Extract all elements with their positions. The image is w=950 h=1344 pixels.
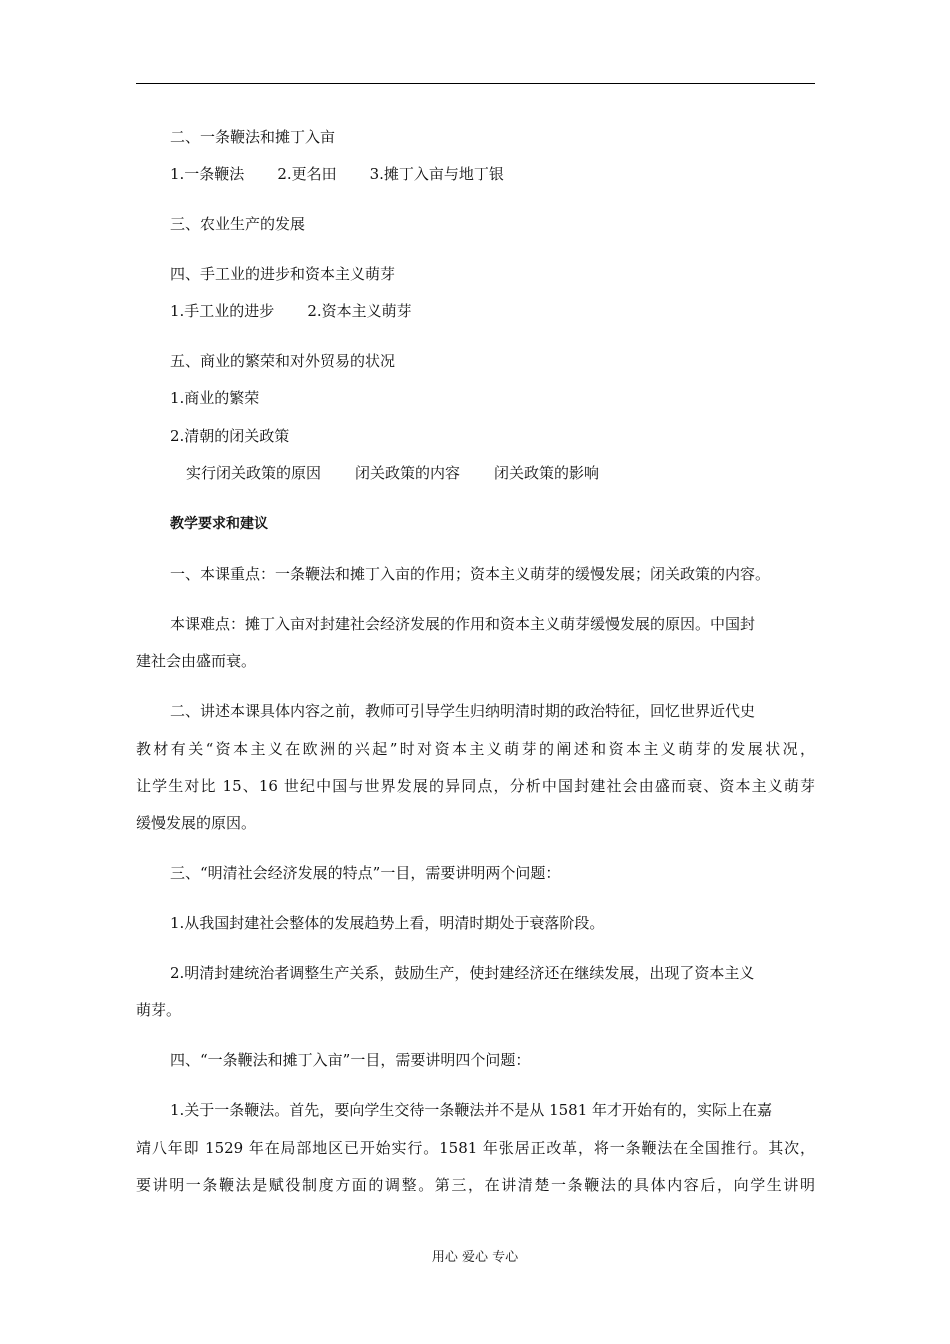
outline-item: 3.摊丁入亩与地丁银 [369,165,504,183]
header-rule [136,83,815,84]
paragraph-features-point-2-line-1: 2.明清封建统治者调整生产关系，鼓励生产，使封建经济还在继续发展，出现了资本主义 [170,964,755,982]
outline-section-5: 五、商业的繁荣和对外贸易的状况 [170,352,396,370]
paragraph-features-heading: 三、“明清社会经济发展的特点”一目，需要讲明两个问题： [170,864,561,882]
page-footer: 用心 爱心 专心 [431,1250,519,1265]
paragraph-single-whip-line-3: 要讲明一条鞭法是赋役制度方面的调整。第三，在讲清楚一条鞭法的具体内容后，向学生讲明 [136,1176,815,1194]
outline-section-2-items [170,164,504,184]
outline-subitem: 闭关政策的影响 [494,464,600,482]
outline-section-5-item-1: 1.商业的繁荣 [170,389,260,407]
paragraph-introduction-line-1: 二、讲述本课具体内容之前，教师可引导学生归纳明清时期的政治特征，回忆世界近代史 [170,702,756,720]
outline-section-5-subitems [186,463,599,483]
paragraph-single-whip-line-2: 靖八年即 1529 年在局部地区已开始实行。1581 年张居正改革，将一条鞭法在全国推行。其次， [136,1139,815,1157]
paragraph-difficulties-line-2: 建社会由盛而衰。 [136,652,257,670]
outline-item: 1.一条鞭法 [170,165,245,183]
paragraph-reform-heading: 四、“一条鞭法和摊丁入亩”一目，需要讲明四个问题： [170,1051,531,1069]
outline-subitem: 实行闭关政策的原因 [186,464,322,482]
outline-item: 2.资本主义萌芽 [307,302,412,320]
outline-section-3: 三、农业生产的发展 [170,215,306,233]
outline-section-4-items [170,301,412,321]
paragraph-features-point-2-line-2: 萌芽。 [136,1001,182,1019]
outline-item: 2.更名田 [277,165,337,183]
paragraph-introduction-line-2: 教材有关“资本主义在欧洲的兴起”时对资本主义萌芽的阐述和资本主义萌芽的发展状况， [136,740,815,758]
paragraph-features-point-1: 1.从我国封建社会整体的发展趋势上看，明清时期处于衰落阶段。 [170,914,605,932]
paragraph-introduction-line-3: 让学生对比 15、16 世纪中国与世界发展的异同点，分析中国封建社会由盛而衰、资本主义萌芽 [136,777,815,795]
outline-section-4: 四、手工业的进步和资本主义萌芽 [170,265,396,283]
requirements-heading: 教学要求和建议 [170,516,268,532]
outline-section-5-item-2: 2.清朝的闭关政策 [170,427,290,445]
outline-item: 1.手工业的进步 [170,302,275,320]
paragraph-key-points: 一、本课重点：一条鞭法和摊丁入亩的作用；资本主义萌芽的缓慢发展；闭关政策的内容。 [170,565,771,583]
paragraph-introduction-line-4: 缓慢发展的原因。 [136,814,257,832]
outline-section-2: 二、一条鞭法和摊丁入亩 [170,128,336,146]
paragraph-difficulties-line-1: 本课难点：摊丁入亩对封建社会经济发展的作用和资本主义萌芽缓慢发展的原因。中国封 [170,615,756,633]
paragraph-single-whip-line-1: 1.关于一条鞭法。首先，要向学生交待一条鞭法并不是从 1581 年才开始有的，实际上在嘉 [170,1101,773,1119]
outline-subitem: 闭关政策的内容 [355,464,461,482]
